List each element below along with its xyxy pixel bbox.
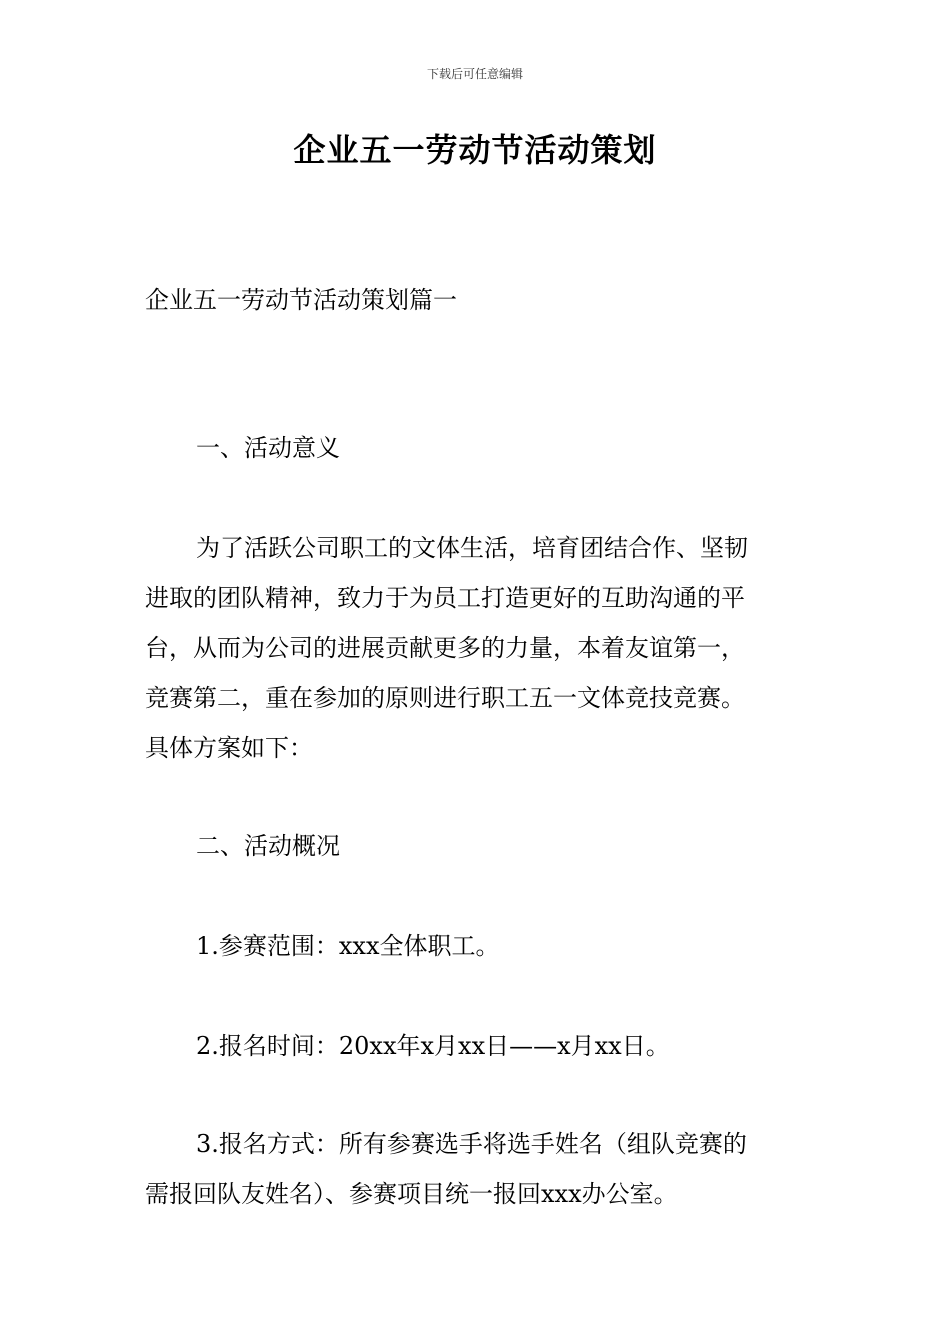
list-item-registration-method: 3.报名方式：所有参赛选手将选手姓名（组队竞赛的 (196, 1130, 747, 1158)
document-subtitle: 企业五一劳动节活动策划篇一 (145, 286, 457, 314)
list-item-registration-time: 2.报名时间：20xx年x月xx日——x月xx日。 (196, 1032, 670, 1060)
section-heading-2: 二、活动概况 (196, 832, 340, 860)
paragraph-line: 竞赛第二，重在参加的原则进行职工五一文体竞技竞赛。 (145, 684, 745, 712)
header-note: 下载后可任意编辑 (426, 67, 523, 81)
list-item-registration-method-cont: 需报回队友姓名）、参赛项目统一报回xxx办公室。 (145, 1180, 678, 1208)
paragraph-line: 具体方案如下： (145, 734, 313, 762)
paragraph-line: 进取的团队精神，致力于为员工打造更好的互助沟通的平 (145, 584, 745, 612)
paragraph-line: 为了活跃公司职工的文体生活，培育团结合作、坚韧 (196, 534, 748, 562)
document-title: 企业五一劳动节活动策划 (293, 131, 657, 169)
paragraph-line: 台，从而为公司的进展贡献更多的力量，本着友谊第一， (145, 634, 745, 662)
section-heading-1: 一、活动意义 (196, 434, 340, 462)
list-item-scope: 1.参赛范围：xxx全体职工。 (196, 932, 500, 960)
